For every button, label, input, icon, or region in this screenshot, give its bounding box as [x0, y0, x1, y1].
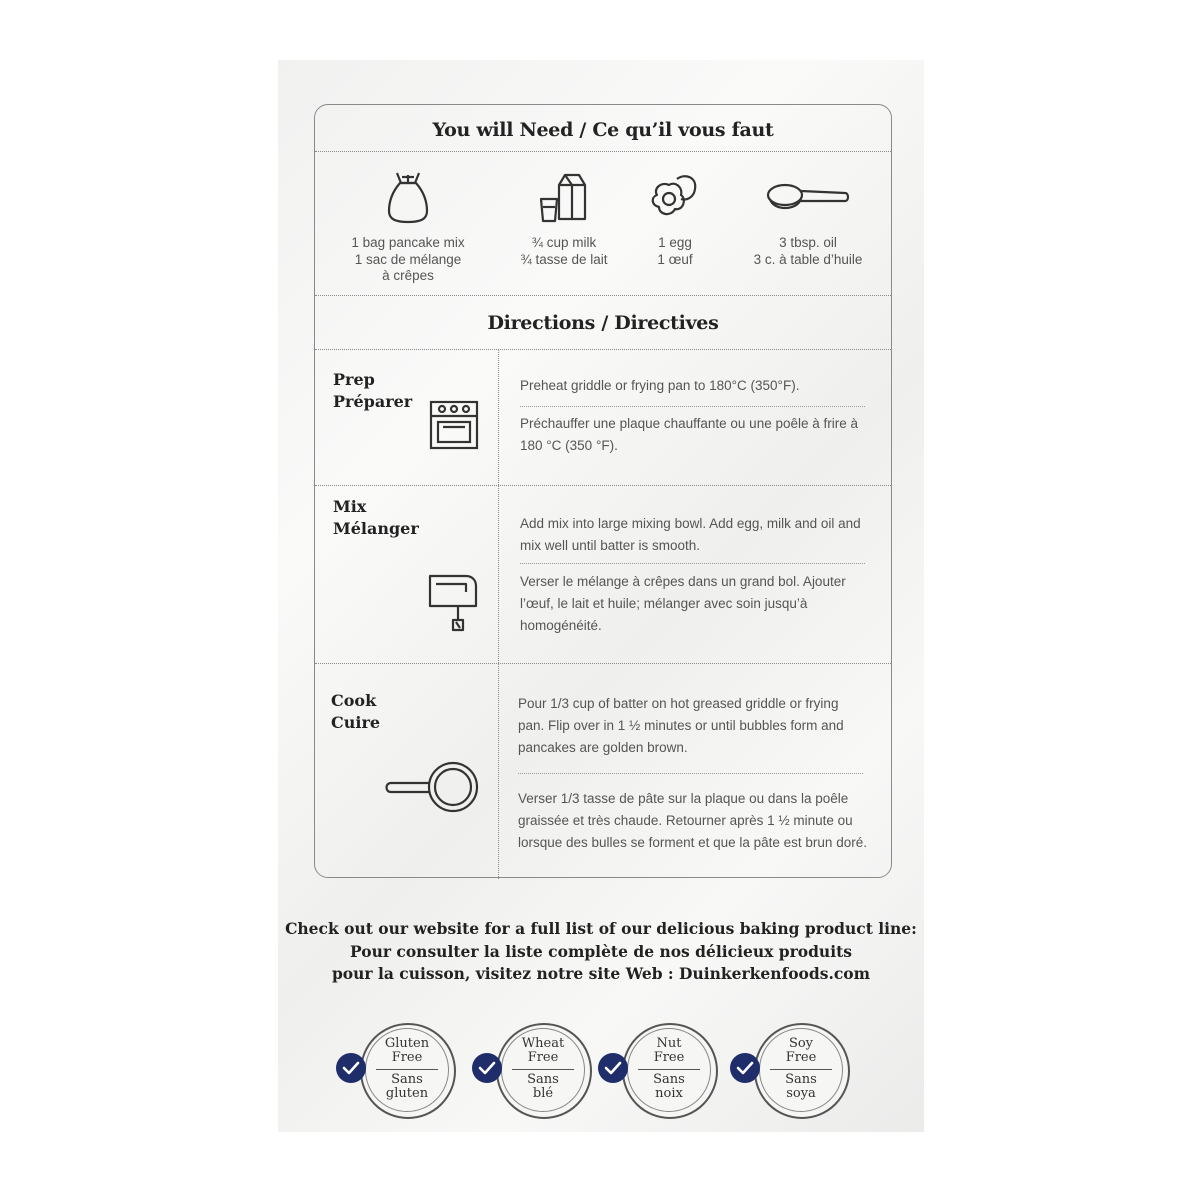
ingredient-pancake-mix — [333, 169, 483, 285]
ingredient-line: 1 bag pancake mix — [351, 235, 465, 250]
ingredient-line: 1 sac de mélange — [354, 251, 462, 267]
step-title-fr: Préparer — [333, 392, 413, 411]
step-mix-fr: Verser le mélange à crêpes dans un grand bol. Ajouter l’œuf, le lait et huile; mélanger avec soin jusqu’à homogénéité. — [520, 574, 846, 633]
instructions-frame — [314, 104, 892, 878]
soy-free-badge — [754, 1023, 848, 1117]
ingredient-line: 3 tbsp. oil — [779, 235, 837, 250]
badge-label-fr: Sans gluten — [385, 1072, 429, 1101]
gluten-free-badge — [360, 1023, 454, 1117]
website-line: pour la cuisson, visitez notre site Web : Duinkerkenfoods.com — [331, 964, 871, 983]
step-prep-en: Preheat griddle or frying pan to 180°C (350°F). — [520, 378, 800, 393]
divider — [520, 563, 865, 564]
badge-divider — [770, 1069, 832, 1070]
ingredient-line: 1 œuf — [657, 251, 693, 267]
divider — [520, 406, 865, 407]
step-mix-title — [333, 496, 419, 540]
badge-label-fr: Sans noix — [653, 1072, 685, 1101]
step-title-fr: Mélanger — [333, 519, 419, 538]
ingredient-line: ¾ cup milk — [531, 235, 597, 250]
ingredient-oil — [733, 169, 883, 268]
step-prep-fr: Préchauffer une plaque chauffante ou une poêle à frire à 180 °C (350 °F). — [520, 416, 859, 453]
directions-title: Directions / Directives — [487, 312, 719, 334]
divider — [315, 485, 891, 486]
flour-bag-icon — [383, 169, 433, 225]
ingredient-line: à crêpes — [382, 268, 434, 283]
wheat-free-badge — [496, 1023, 590, 1117]
step-title-en: Mix — [333, 497, 367, 516]
divider — [315, 349, 891, 350]
measuring-spoon-icon — [765, 169, 851, 225]
step-cook-en: Pour 1/3 cup of batter on hot greased griddle or frying pan. Flip over in 1 ½ minutes or until bubbles form and pancakes are golden brown. — [518, 696, 844, 755]
step-cook-title — [331, 690, 380, 734]
ingredient-line: ¾ tasse de lait — [520, 251, 608, 267]
ingredient-line: 1 egg — [658, 235, 692, 250]
oven-icon — [429, 400, 479, 450]
badge-divider — [376, 1069, 438, 1070]
ingredient-line: 3 c. à table d’huile — [753, 251, 863, 267]
badge-divider — [638, 1069, 700, 1070]
check-icon — [472, 1053, 502, 1083]
egg-icon — [647, 169, 703, 225]
badge-label-en: Soy Free — [785, 1036, 817, 1065]
divider — [518, 773, 863, 774]
ingredient-egg — [629, 169, 721, 268]
badge-label-en: Nut Free — [653, 1036, 685, 1065]
package-panel — [278, 60, 924, 1132]
divider — [315, 295, 891, 296]
website-note — [278, 918, 924, 986]
badge-label-fr: Sans blé — [527, 1072, 559, 1101]
website-line: Pour consulter la liste complète de nos délicieux produits — [350, 941, 852, 961]
frying-pan-icon — [383, 760, 481, 816]
nut-free-badge — [622, 1023, 716, 1117]
badge-divider — [512, 1069, 574, 1070]
step-mix-en: Add mix into large mixing bowl. Add egg, milk and oil and mix well until batter is smooth. — [520, 516, 861, 553]
step-prep-title — [333, 369, 412, 413]
step-title-fr: Cuire — [331, 713, 381, 732]
ingredient-milk — [499, 169, 629, 268]
hand-mixer-icon — [428, 572, 478, 634]
step-cook-fr: Verser 1/3 tasse de pâte sur la plaque ou dans la poêle graissée et très chaude. Retourner après 1 ½ minute ou lorsque des bulles se forment et que la pâte est brun doré. — [518, 791, 867, 850]
check-icon — [336, 1053, 366, 1083]
badge-label-en: Wheat Free — [521, 1036, 565, 1065]
divider — [315, 151, 891, 152]
check-icon — [730, 1053, 760, 1083]
check-icon — [598, 1053, 628, 1083]
badge-label-fr: Sans soya — [785, 1072, 817, 1101]
you-will-need-title: You will Need / Ce qu’il vous faut — [432, 119, 774, 141]
badge-label-en: Gluten Free — [384, 1036, 430, 1065]
step-title-en: Cook — [331, 691, 377, 710]
milk-carton-icon — [537, 169, 591, 225]
column-divider — [498, 349, 499, 879]
website-line: Check out our website for a full list of our delicious baking product line: — [285, 919, 917, 938]
divider — [315, 663, 891, 664]
step-title-en: Prep — [333, 370, 375, 389]
